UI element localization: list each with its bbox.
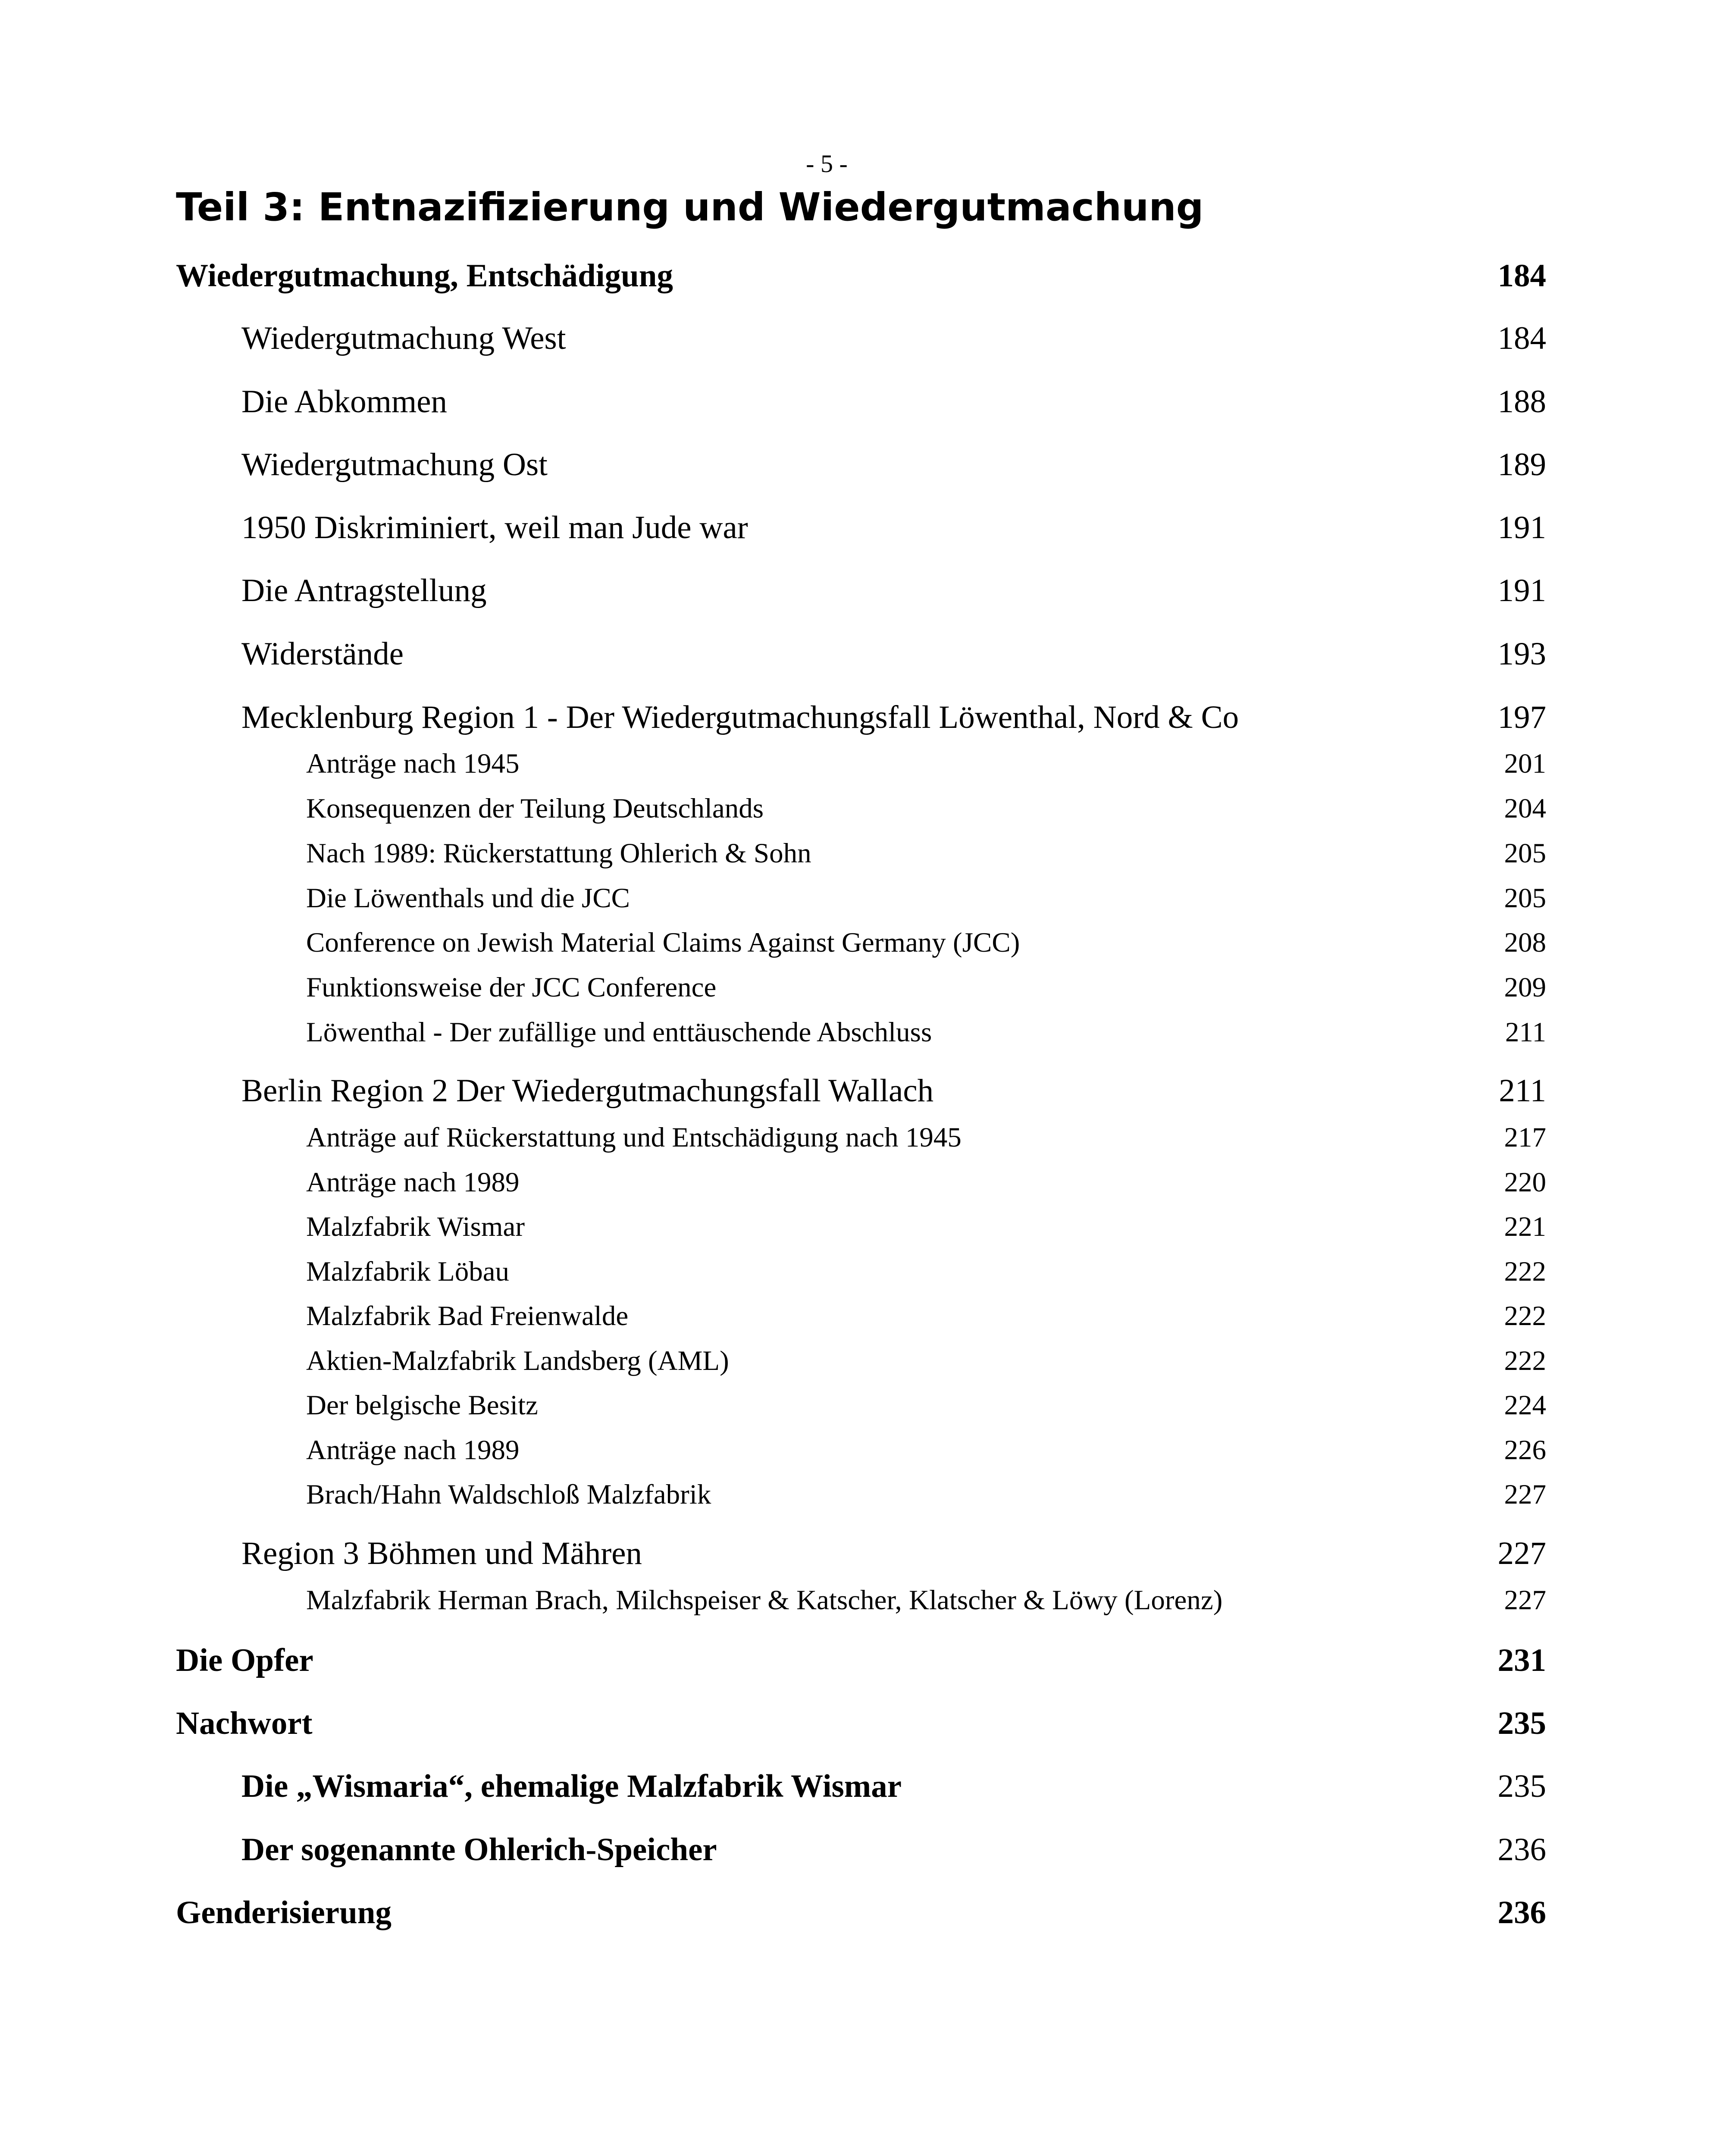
toc-entry[interactable] — [306, 1252, 1546, 1291]
toc-entry-title: Nachwort — [176, 1705, 313, 1741]
toc-entry-page: 235 — [1497, 1705, 1546, 1741]
toc-entry[interactable] — [306, 968, 1546, 1007]
toc-entry[interactable] — [306, 1297, 1546, 1335]
toc-entry-page: 227 — [1497, 1536, 1546, 1571]
toc-entry[interactable] — [241, 1828, 1546, 1871]
toc-entry-title: Malzfabrik Löbau — [306, 1256, 510, 1287]
toc-entry[interactable] — [306, 1163, 1546, 1202]
toc-entry[interactable] — [306, 1475, 1546, 1514]
toc-entry-title: Malzfabrik Bad Freienwalde — [306, 1300, 629, 1332]
page-number: - 5 - — [806, 150, 848, 178]
toc-entry-page: 201 — [1504, 748, 1546, 779]
toc-entry[interactable] — [241, 380, 1546, 423]
toc-entry[interactable] — [176, 1702, 1546, 1745]
toc-entry[interactable] — [306, 789, 1546, 828]
toc-entry-title: Region 3 Böhmen und Mähren — [241, 1536, 642, 1571]
toc-entry-page: 236 — [1497, 1895, 1546, 1930]
toc-entry-page: 205 — [1504, 883, 1546, 914]
toc-entry-page: 235 — [1497, 1768, 1546, 1804]
toc-entry-page: 204 — [1504, 793, 1546, 824]
toc-entry[interactable] — [176, 1639, 1546, 1682]
toc-entry-title: Anträge nach 1989 — [306, 1167, 520, 1198]
toc-entry-title: Widerstände — [241, 636, 404, 672]
toc-entry[interactable] — [241, 506, 1546, 549]
toc-entry[interactable] — [306, 1207, 1546, 1246]
toc-entry[interactable] — [306, 1013, 1546, 1052]
toc-entry-title: Die „Wismaria“, ehemalige Malzfabrik Wismar — [241, 1768, 902, 1804]
toc-entry-page: 211 — [1499, 1073, 1546, 1109]
toc-entry[interactable] — [241, 1532, 1546, 1575]
toc-entry-title: Die Antragstellung — [241, 573, 487, 608]
toc-entry-title: Mecklenburg Region 1 - Der Wiedergutmachungsfall Löwenthal, Nord & Co — [241, 699, 1239, 735]
toc-entry-page: 222 — [1504, 1345, 1546, 1376]
toc-entry-page: 227 — [1504, 1479, 1546, 1510]
toc-entry-title: Anträge auf Rückerstattung und Entschädigung nach 1945 — [306, 1122, 962, 1153]
toc-entry[interactable] — [306, 744, 1546, 783]
toc-entry-page: 208 — [1504, 927, 1546, 958]
toc-entry-page: 197 — [1497, 699, 1546, 735]
toc-entry[interactable] — [306, 1581, 1546, 1620]
toc-entry-page: 231 — [1497, 1642, 1546, 1678]
toc-entry-title: Konsequenzen der Teilung Deutschlands — [306, 793, 764, 824]
toc-entry-title: Nach 1989: Rückerstattung Ohlerich & Sohn — [306, 838, 811, 869]
part-title: Teil 3: Entnazifizierung und Wiedergutmachung — [176, 185, 1204, 229]
toc-entry-title: Die Löwenthals und die JCC — [306, 883, 630, 914]
toc-entry-title: Malzfabrik Wismar — [306, 1211, 525, 1242]
toc-entry-page: 211 — [1505, 1017, 1546, 1048]
toc-entry-title: Genderisierung — [176, 1895, 392, 1930]
toc-entry[interactable] — [306, 834, 1546, 873]
toc-entry-title: Berlin Region 2 Der Wiedergutmachungsfall Wallach — [241, 1073, 934, 1109]
toc-entry-title: Löwenthal - Der zufällige und enttäuschende Abschluss — [306, 1017, 932, 1048]
toc-entry-title: Funktionsweise der JCC Conference — [306, 972, 717, 1003]
toc-entry-title: Der sogenannte Ohlerich-Speicher — [241, 1832, 717, 1868]
toc-entry[interactable] — [241, 317, 1546, 360]
toc-entry[interactable] — [241, 569, 1546, 612]
toc-entry-title: Die Opfer — [176, 1642, 313, 1678]
toc-entry[interactable] — [241, 1069, 1546, 1112]
toc-entry-page: 191 — [1497, 510, 1546, 545]
toc-entry-title: Anträge nach 1945 — [306, 748, 520, 779]
toc-entry[interactable] — [306, 1386, 1546, 1425]
toc-entry-title: Anträge nach 1989 — [306, 1435, 520, 1466]
toc-entry[interactable] — [176, 254, 1546, 298]
toc-entry-page: 227 — [1504, 1585, 1546, 1616]
toc-entry-title: Wiedergutmachung, Entschädigung — [176, 258, 673, 294]
toc-entry-page: 193 — [1497, 636, 1546, 672]
toc-entry-title: Aktien-Malzfabrik Landsberg (AML) — [306, 1345, 729, 1376]
toc-entry-page: 205 — [1504, 838, 1546, 869]
toc-entry[interactable] — [306, 879, 1546, 918]
toc-entry-page: 188 — [1497, 384, 1546, 420]
toc-entry-title: Conference on Jewish Material Claims Against Germany (JCC) — [306, 927, 1020, 958]
toc-entry[interactable] — [241, 696, 1546, 739]
toc-entry-title: Der belgische Besitz — [306, 1390, 538, 1421]
toc-entry-page: 209 — [1504, 972, 1546, 1003]
toc-entry-title: Malzfabrik Herman Brach, Milchspeiser & Katscher, Klatscher & Löwy (Lorenz) — [306, 1585, 1223, 1616]
toc-entry-title: Wiedergutmachung West — [241, 320, 566, 356]
toc-entry[interactable] — [241, 633, 1546, 676]
toc-entry-page: 222 — [1504, 1256, 1546, 1287]
toc-entry-page: 226 — [1504, 1435, 1546, 1466]
toc-entry-page: 184 — [1497, 320, 1546, 356]
toc-entry-page: 217 — [1504, 1122, 1546, 1153]
toc-entry-title: 1950 Diskriminiert, weil man Jude war — [241, 510, 748, 545]
toc-entry[interactable] — [241, 443, 1546, 486]
toc-entry-page: 220 — [1504, 1167, 1546, 1198]
toc-entry-page: 189 — [1497, 447, 1546, 483]
toc-entry[interactable] — [306, 1341, 1546, 1380]
toc-entry-title: Die Abkommen — [241, 384, 448, 420]
toc-entry-page: 236 — [1497, 1832, 1546, 1868]
toc-entry-page: 222 — [1504, 1300, 1546, 1332]
toc-entry[interactable] — [176, 1891, 1546, 1934]
toc-entry[interactable] — [306, 1118, 1546, 1157]
toc-entry-page: 224 — [1504, 1390, 1546, 1421]
toc-entry-title: Brach/Hahn Waldschloß Malzfabrik — [306, 1479, 711, 1510]
toc-entry-title: Wiedergutmachung Ost — [241, 447, 548, 483]
toc-entry-page: 221 — [1504, 1211, 1546, 1242]
toc-entry-page: 191 — [1497, 573, 1546, 608]
toc-entry[interactable] — [241, 1765, 1546, 1808]
toc-entry[interactable] — [306, 923, 1546, 962]
toc-entry-page: 184 — [1497, 258, 1546, 294]
toc-entry[interactable] — [306, 1431, 1546, 1470]
